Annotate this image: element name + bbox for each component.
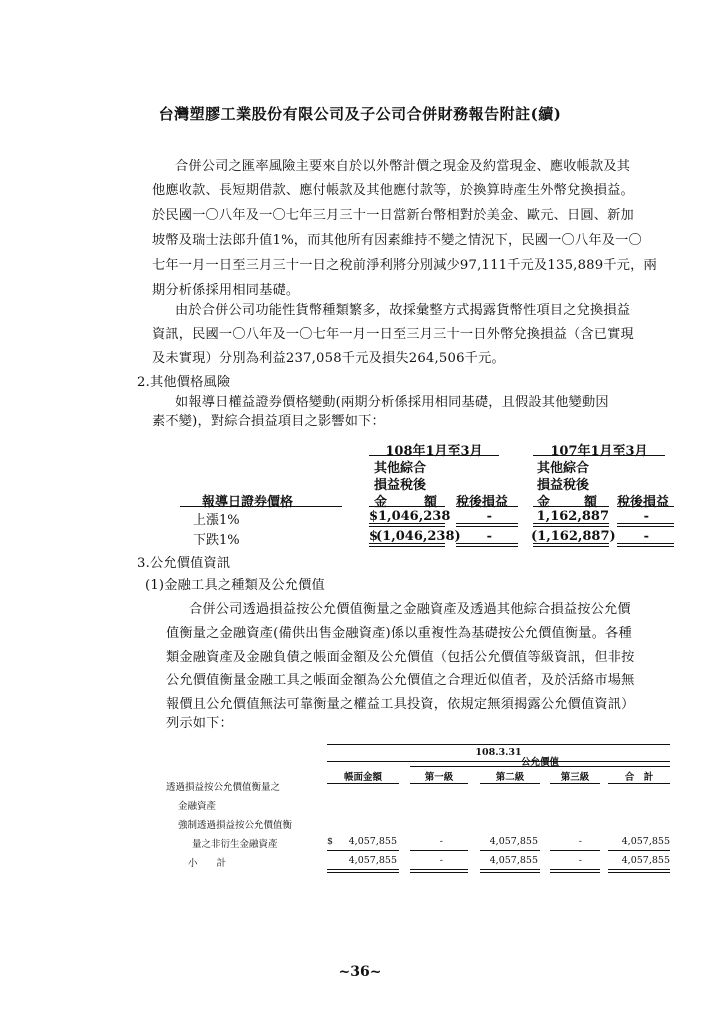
- section-3-line-5: 報價且公允價值無法可靠衡量之權益工具投資，依規定無須揭露公允價值資訊）: [166, 697, 635, 712]
- t1-oci-1-line2: 損益稅後: [374, 478, 427, 493]
- fx-line-6: 期分析係採用相同基礎。: [152, 283, 300, 298]
- section-2-line-2: 素不變)，對綜合損益項目之影響如下：: [152, 414, 385, 429]
- t2-row-4-cur: $: [327, 836, 334, 847]
- t1-row-2-v2: -: [486, 529, 492, 544]
- section-2-line-1: 如報導日權益證券價格變動(兩期分析係採用相同基礎，且假設其他變動因: [175, 395, 609, 410]
- fx2-line-2: 資訊，民國一〇八年及一〇七年一月一日至三月三十一日外幣兌換損益（含已實現: [152, 327, 634, 342]
- t2-row-5-book: 4,057,855: [348, 855, 397, 866]
- t1-amount-b-1: 額: [424, 495, 438, 510]
- t2-col-l2: 第二級: [495, 772, 525, 783]
- section-3-heading: 3.公允價值資訊: [137, 556, 231, 571]
- t1-after-tax-1: 稅後損益: [456, 495, 509, 510]
- fx2-line-1: 由於合併公司功能性貨幣種類繁多，故採彙整方式揭露貨幣性項目之兌換損益: [175, 303, 631, 318]
- fx-line-1: 合併公司之匯率風險主要來自於以外幣計價之現金及約當現金、應收帳款及其: [175, 159, 631, 174]
- t1-period-2: 107年1月至3月: [550, 444, 648, 459]
- section-3-line-4: 公允價值衡量金融工具之帳面金額為公允價值之合理近似值者，及於活絡市場無: [166, 673, 635, 688]
- t1-oci-2-line1: 其他綜合: [537, 461, 590, 476]
- t2-row-5: 小 計: [188, 858, 227, 869]
- t1-row-1-cur: $: [369, 509, 379, 524]
- t2-row-4-l3: -: [578, 836, 582, 847]
- page-number: ~36~: [338, 964, 382, 980]
- fx-line-4: 坡幣及瑞士法郎升值1%，而其他所有因素維持不變之情況下，民國一〇八年及一〇: [152, 233, 642, 248]
- t1-after-tax-2: 稅後損益: [617, 495, 670, 510]
- t2-row-2: 金融資產: [178, 801, 217, 812]
- t2-row-4-book: 4,057,855: [348, 836, 397, 847]
- section-3-line-1: 合併公司透過損益按公允價值衡量之金融資產及透過其他綜合損益按公允價: [189, 602, 631, 617]
- fx-line-2: 他應收款、長短期借款、應付帳款及其他應付款等，於換算時產生外幣兌換損益。: [152, 183, 634, 198]
- t1-row-2-v1: (1,046,238): [376, 529, 461, 544]
- t2-row-4: 量之非衍生金融資產: [192, 839, 278, 850]
- t1-row-1-v3: 1,162,887: [536, 509, 609, 524]
- t1-amount-a-1: 金: [374, 495, 388, 510]
- t2-row-1: 透過損益按公允價值衡量之: [166, 782, 281, 793]
- t2-row-5-l3: -: [578, 855, 582, 866]
- t2-row-4-l2: 4,057,855: [489, 836, 538, 847]
- t1-oci-1-line1: 其他綜合: [374, 461, 427, 476]
- t1-oci-2-line2: 損益稅後: [537, 478, 590, 493]
- t2-row-3: 強制透過損益按公允價值衡: [178, 820, 293, 831]
- fx-line-3: 於民國一〇八年及一〇七年三月三十一日當新台幣相對於美金、歐元、日圓、新加: [152, 208, 634, 223]
- t2-fair-value: 公允價值: [520, 757, 559, 768]
- t1-row-1-label: 上漲1%: [193, 513, 240, 528]
- t2-row-5-l1: -: [439, 855, 443, 866]
- t2-row-5-l2: 4,057,855: [489, 855, 538, 866]
- t2-row-4-total: 4,057,855: [621, 836, 670, 847]
- t1-amount-b-2: 額: [584, 495, 598, 510]
- section-3-line-2: 值衡量之金融資產(備供出售金融資產)係以重複性為基礎按公允價值衡量。各種: [166, 626, 632, 641]
- section-2-heading: 2.其他價格風險: [137, 375, 231, 390]
- t2-row-5-total: 4,057,855: [621, 855, 670, 866]
- section-3-line-6: 列示如下：: [166, 716, 233, 731]
- page-title: 台灣塑膠工業股份有限公司及子公司合併財務報告附註(續): [158, 105, 562, 123]
- t1-row-1-v4: -: [643, 509, 649, 524]
- t1-row-2-v3: (1,162,887): [531, 529, 616, 544]
- t1-row-1-v2: -: [486, 509, 492, 524]
- t1-row-2-v4: -: [643, 529, 649, 544]
- t1-row-header: 報導日證券價格: [202, 495, 294, 510]
- t1-row-2-label: 下跌1%: [193, 533, 240, 548]
- t1-period-1: 108年1月至3月: [385, 444, 483, 459]
- t1-amount-a-2: 金: [537, 495, 551, 510]
- t1-row-2-cur: $: [369, 529, 379, 544]
- t2-col-l3: 第三級: [560, 772, 590, 783]
- fx2-line-3: 及未實現）分別為利益237,058千元及損失264,506千元。: [152, 351, 505, 366]
- t2-col-book: 帳面金額: [343, 772, 382, 783]
- t2-col-total: 合 計: [624, 772, 654, 783]
- t2-row-4-l1: -: [439, 836, 443, 847]
- section-3-subheading: (1)金融工具之種類及公允價值: [145, 578, 325, 593]
- section-3-line-3: 類金融資產及金融負債之帳面金額及公允價值（包括公允價值等級資訊，但非按: [166, 650, 635, 665]
- fx-line-5: 七年一月一日至三月三十一日之稅前淨利將分別減少97,111千元及135,889千元，兩: [152, 258, 657, 273]
- t1-row-1-v1: 1,046,238: [378, 509, 451, 524]
- t2-col-l1: 第一級: [424, 772, 454, 783]
- t2-date: 108.3.31: [475, 747, 522, 758]
